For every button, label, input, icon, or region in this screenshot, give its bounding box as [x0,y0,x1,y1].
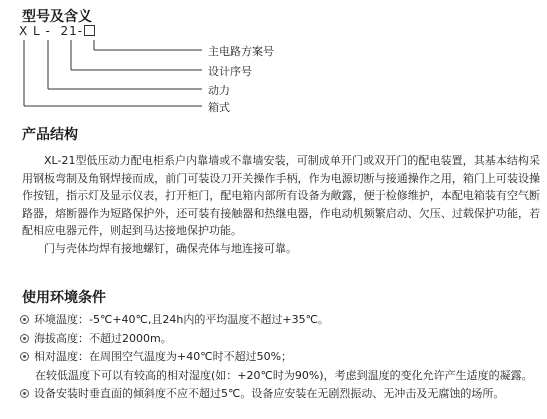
condition-text: 在较低温度下可以有较高的相对湿度(如：+20℃时为90%)，考虑到温度的变化允许产生适度的凝露。 [35,368,533,382]
condition-text: 海拔高度：不超过2000m。 [34,331,172,345]
bullet-icon [20,315,29,324]
legend-power: 动力 [208,84,230,97]
condition-text: 设备安装时垂直面的倾斜度不应不超过5℃。设备应安装在无剧烈振动、无冲击及无腐蚀的场所。 [34,387,505,400]
section-title-conditions: 使用环境条件 [22,290,106,306]
section-title-structure: 产品结构 [22,127,78,143]
structure-body [22,152,540,257]
bullet-icon [20,352,29,361]
legend-box-type: 箱式 [208,101,230,114]
condition-item [20,385,545,404]
bullet-icon [20,334,29,343]
conditions-list [20,311,545,404]
section-title-model: 型号及含义 [22,9,92,25]
condition-item [20,348,545,367]
structure-paragraph-1: XL-21型低压动力配电柜系户内靠墙或不靠墙安装，可制成单开门或双开门的配电装置，其基本结构采用钢板弯制及角钢焊接而成，前门可装设刀开关操作手柄，作为电源切断与接通操作之用，箱门上可装设操作按钮，指示灯及显示仪表，打开柜门，配电箱内部所有设备为敞露，便于检修维护，本配电箱装有空气断路器，熔断器作为短路保护外，还可装有接触器和热继电器，作电动机频繁启动、欠压、过载保护功能，若配相应电器元件，则起到马达接地保护功能。 [22,154,540,237]
condition-text: 环境温度：-5℃+40℃,且24h内的平均温度不超过+35℃。 [34,313,329,326]
structure-paragraph-2: 门与壳体均焊有接地螺钉，确保壳体与地连接可靠。 [44,241,297,255]
bullet-icon [20,389,29,398]
condition-item [20,330,545,349]
model-tree-lines [0,0,547,130]
legend-scheme: 主电路方案号 [208,45,274,58]
condition-item [20,367,545,386]
model-code-text: X L - 21- [19,24,84,38]
condition-item [20,311,545,330]
legend-design: 设计序号 [208,65,252,78]
condition-text: 相对温度：在周围空气温度为+40℃时不超过50%； [34,350,293,363]
